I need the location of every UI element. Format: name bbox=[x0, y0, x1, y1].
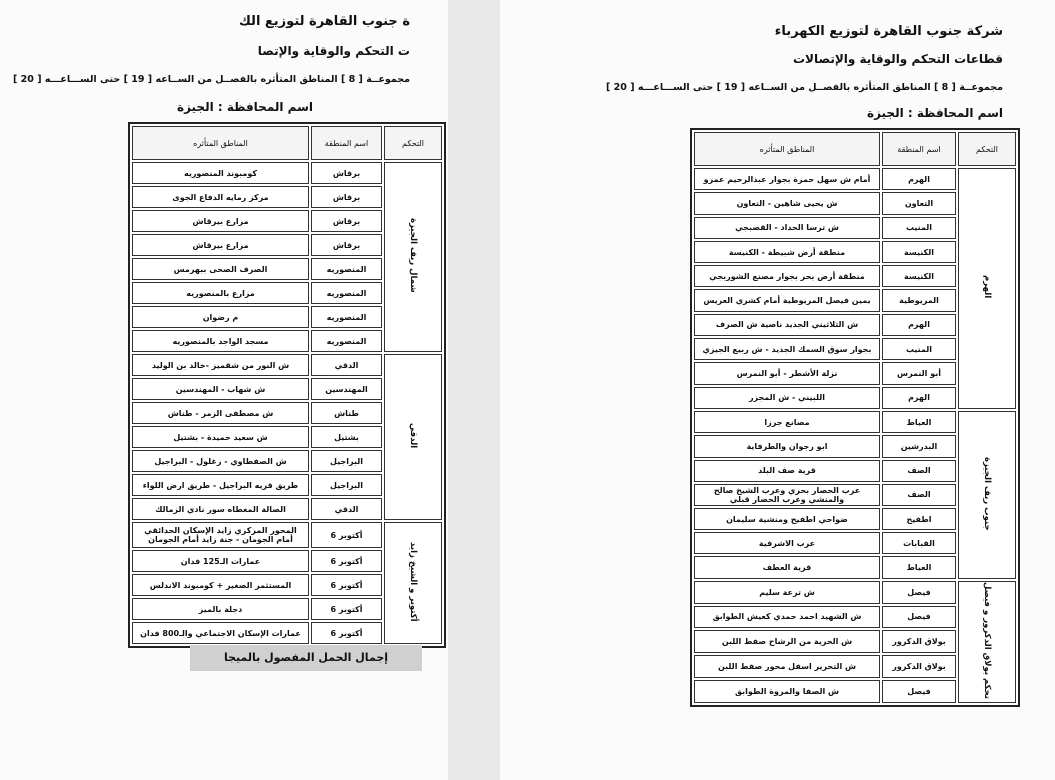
area-cell: القبابات bbox=[882, 532, 956, 554]
affected-cell: نزلة الأشطر - أبو النمرس bbox=[694, 362, 880, 384]
area-cell: الصف bbox=[882, 484, 956, 506]
area-cell: المنصوريه bbox=[311, 306, 382, 328]
affected-cell: ش شهاب - المهندسين bbox=[132, 378, 309, 400]
left-page bbox=[0, 0, 448, 780]
affected-cell: ش يحيى شاهين - التعاون bbox=[694, 192, 880, 214]
control-cell bbox=[384, 354, 442, 520]
area-cell: أكتوبر 6 bbox=[311, 598, 382, 620]
affected-cell: عمارات الإسكان الاجتماعي والـ800 فدان bbox=[132, 622, 309, 644]
affected-cell: ابو رجوان والطرفاية bbox=[694, 435, 880, 457]
area-cell: أكتوبر 6 bbox=[311, 574, 382, 596]
header-control: التحكم bbox=[384, 126, 442, 160]
area-cell: البراجيل bbox=[311, 474, 382, 496]
area-cell: المريوطية bbox=[882, 289, 956, 311]
affected-cell: ش الثلاثيني الجديد ناصية ش الصرف bbox=[694, 314, 880, 336]
area-cell: العياط bbox=[882, 556, 956, 578]
affected-cell: قرية صف البلد bbox=[694, 460, 880, 482]
area-cell: برقاش bbox=[311, 162, 382, 184]
department-name: ت التحكم والوقاية والإتصا bbox=[257, 44, 410, 58]
control-cell bbox=[958, 411, 1016, 579]
area-cell: بولاق الدكرور bbox=[882, 630, 956, 653]
area-cell: برقاش bbox=[311, 210, 382, 232]
affected-cell: عرب الحصار بحري وعرب الشيخ صالح والمنشي وعرب الحصار قبلي bbox=[694, 484, 880, 506]
affected-cell: عرب الاشرفية bbox=[694, 532, 880, 554]
control-cell bbox=[384, 162, 442, 352]
affected-cell: أمام ش سهل حمزة بجوار عبدالرحيم عمرو bbox=[694, 168, 880, 190]
affected-cell: يمين فيصل المريوطية أمام كشري العريس bbox=[694, 289, 880, 311]
area-cell: برقاش bbox=[311, 234, 382, 256]
header-area: اسم المنطقة bbox=[882, 132, 956, 166]
area-cell: بشتيل bbox=[311, 426, 382, 448]
area-cell: برقاش bbox=[311, 186, 382, 208]
affected-cell: ش الصفا والمروة الطوابق bbox=[694, 680, 880, 703]
affected-cell: عمارات الـ125 فدان bbox=[132, 550, 309, 572]
area-cell: المنيب bbox=[882, 338, 956, 360]
affected-cell: المحور المركزي زايد الإسكان الحدائقي أمام الجومان - جنة زايد أمام الجومان bbox=[132, 522, 309, 548]
area-cell: العياط bbox=[882, 411, 956, 433]
area-cell: اطفيح bbox=[882, 508, 956, 530]
affected-cell: الصالة المغطاه سور نادي الزمالك bbox=[132, 498, 309, 520]
affected-cell: مسجد الواجد بالمنصوريه bbox=[132, 330, 309, 352]
control-label: الدقي bbox=[408, 422, 418, 449]
area-cell: الهرم bbox=[882, 387, 956, 409]
control-label: أكتوبر و الشيخ زايد bbox=[408, 541, 418, 622]
group-line: مجموعــة [ 8 ] المناطق المتأثره بالفصــل من الســاعه [ 19 ] حتى الســـاعـــه [ 20 ] bbox=[606, 82, 1003, 93]
affected-cell: ش الصفطاوي - زغلول - البراجيل bbox=[132, 450, 309, 472]
affected-cell: قرية العطف bbox=[694, 556, 880, 578]
affected-cell: مزارع بالمنصوريه bbox=[132, 282, 309, 304]
department-name: قطاعات التحكم والوقاية والإتصالات bbox=[793, 52, 1003, 66]
right-page bbox=[500, 0, 1055, 780]
header-area: اسم المنطقة bbox=[311, 126, 382, 160]
affected-areas-table bbox=[128, 122, 446, 648]
affected-cell: ش الشهيد احمد حمدي كعيش الطوابق bbox=[694, 606, 880, 629]
affected-cell: كومبوند المنصوريه bbox=[132, 162, 309, 184]
area-cell: أكتوبر 6 bbox=[311, 522, 382, 548]
control-label: تحكم بولاق الدكرور و فيصل bbox=[982, 581, 992, 699]
area-cell: المنصوريه bbox=[311, 258, 382, 280]
header-affected: المناطق المتأثره bbox=[694, 132, 880, 166]
affected-cell: بجوار سوق السمك الجديد - ش ربيع الجيزي bbox=[694, 338, 880, 360]
affected-cell: مزارع بيرقاش bbox=[132, 210, 309, 232]
header-affected: المناطق المتأثره bbox=[132, 126, 309, 160]
area-cell: بولاق الدكرور bbox=[882, 655, 956, 678]
company-name: ة جنوب القاهرة لتوزيع الك bbox=[238, 14, 410, 29]
control-cell bbox=[958, 168, 1016, 409]
area-cell: الهرم bbox=[882, 168, 956, 190]
area-cell: البدرشين bbox=[882, 435, 956, 457]
area-cell: فيصل bbox=[882, 680, 956, 703]
control-cell bbox=[958, 581, 1016, 703]
affected-cell: طريق قريه البراجيل - طريق ارض اللواء bbox=[132, 474, 309, 496]
total-load-box: إجمال الحمل المفصول بالميجا bbox=[190, 645, 422, 671]
area-cell: أكتوبر 6 bbox=[311, 622, 382, 644]
area-cell: فيصل bbox=[882, 606, 956, 629]
affected-cell: الصرف الصحى ببهرمس bbox=[132, 258, 309, 280]
area-cell: الكنيسة bbox=[882, 265, 956, 287]
group-line: مجموعــة [ 8 ] المناطق المتأثره بالفصــل من الســاعه [ 19 ] حتى الســـاعـــه [ 20 ] bbox=[13, 74, 410, 85]
affected-cell: دجلة بالميز bbox=[132, 598, 309, 620]
area-cell: الكنيسة bbox=[882, 241, 956, 263]
table-row bbox=[694, 581, 1016, 604]
area-cell: المهندسين bbox=[311, 378, 382, 400]
affected-cell: مصانع جرزا bbox=[694, 411, 880, 433]
header-control: التحكم bbox=[958, 132, 1016, 166]
affected-cell: ش النور من شقميز -خالد بن الوليد bbox=[132, 354, 309, 376]
area-cell: طناش bbox=[311, 402, 382, 424]
area-cell: المنصوريه bbox=[311, 282, 382, 304]
table-row bbox=[694, 411, 1016, 433]
affected-cell: ش سعيد حميدة - بشتيل bbox=[132, 426, 309, 448]
affected-areas-table bbox=[690, 128, 1020, 707]
affected-cell: ش ترسا الحداد - القصبجي bbox=[694, 217, 880, 239]
control-cell bbox=[384, 522, 442, 644]
area-cell: البراجيل bbox=[311, 450, 382, 472]
affected-cell: منطقة أرض شبيطة - الكنيسة bbox=[694, 241, 880, 263]
area-cell: المنصوريه bbox=[311, 330, 382, 352]
affected-cell: اللبيني - ش المجزر bbox=[694, 387, 880, 409]
table-row bbox=[132, 522, 442, 548]
control-label: الهرم bbox=[982, 275, 992, 299]
affected-cell: ضواحي اطفيح ومنشية سليمان bbox=[694, 508, 880, 530]
area-cell: المنيب bbox=[882, 217, 956, 239]
area-cell: أبو النمرس bbox=[882, 362, 956, 384]
control-label: شمال ريف الجيزة bbox=[408, 218, 418, 293]
control-label: جنوب ريف الجيزة bbox=[982, 456, 992, 531]
affected-cell: ش الحرية من الرشاح صفط اللبن bbox=[694, 630, 880, 653]
governorate-title: اسم المحافظة : الجيزة bbox=[866, 106, 1003, 120]
area-cell: الدقي bbox=[311, 498, 382, 520]
company-name: شركة جنوب القاهرة لتوزيع الكهرباء bbox=[774, 24, 1003, 39]
affected-cell: منطقة أرض بحر بجوار مصنع الشوربجي bbox=[694, 265, 880, 287]
affected-cell: مركز رمايه الدفاع الجوى bbox=[132, 186, 309, 208]
area-cell: فيصل bbox=[882, 581, 956, 604]
table-row bbox=[694, 168, 1016, 190]
affected-cell: المستثمر الصغير + كومبوند الاندلس bbox=[132, 574, 309, 596]
table-row bbox=[132, 162, 442, 184]
table-row bbox=[132, 354, 442, 376]
affected-cell: ش مصطفى الزمر - طناش bbox=[132, 402, 309, 424]
affected-cell: ش التحرير اسفل محور صفط اللبن bbox=[694, 655, 880, 678]
area-cell: أكتوبر 6 bbox=[311, 550, 382, 572]
affected-cell: م رضوان bbox=[132, 306, 309, 328]
governorate-title: اسم المحافظة : الجيزة bbox=[176, 100, 313, 114]
area-cell: الدقي bbox=[311, 354, 382, 376]
area-cell: الهرم bbox=[882, 314, 956, 336]
affected-cell: ش ترعة سليم bbox=[694, 581, 880, 604]
affected-cell: مزارع بيرقاش bbox=[132, 234, 309, 256]
area-cell: الصف bbox=[882, 460, 956, 482]
area-cell: التعاون bbox=[882, 192, 956, 214]
